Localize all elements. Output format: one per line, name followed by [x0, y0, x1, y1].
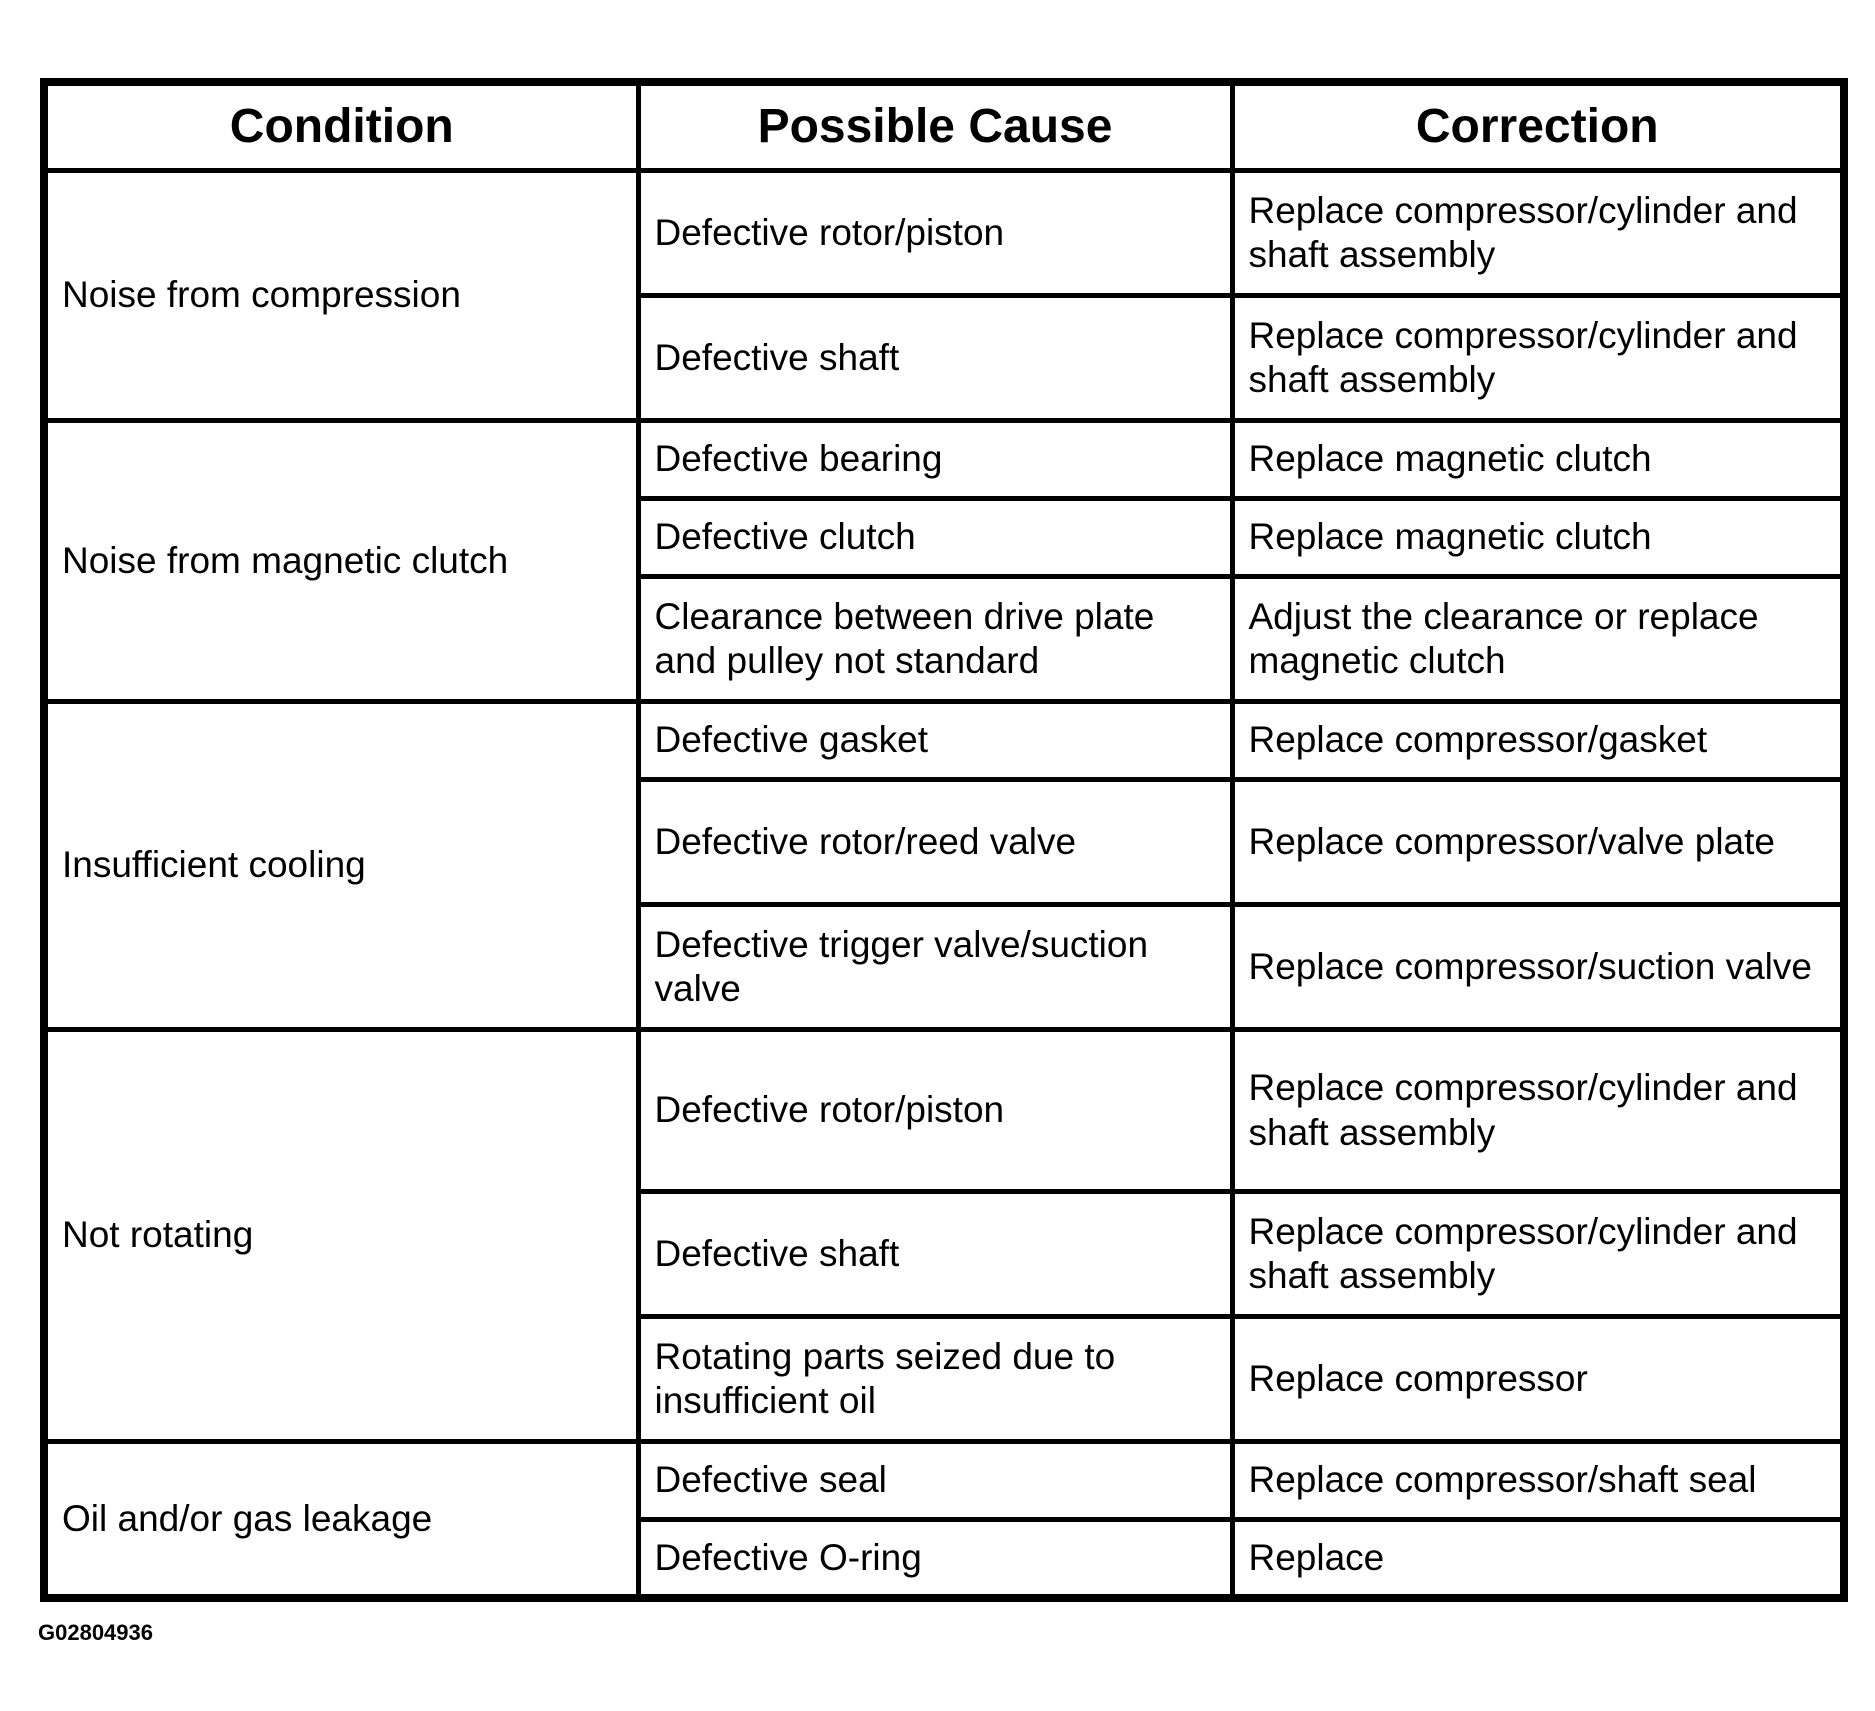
correction-cell: Replace magnetic clutch [1232, 421, 1844, 499]
header-condition: Condition [44, 82, 638, 171]
cause-cell: Defective gasket [638, 702, 1232, 780]
diagnosis-table [40, 78, 1848, 1602]
cause-cell: Defective rotor/piston [638, 1030, 1232, 1192]
correction-cell: Replace compressor/gasket [1232, 702, 1844, 780]
cause-cell: Defective rotor/piston [638, 171, 1232, 296]
cause-cell: Clearance between drive plate and pulley not standard [638, 577, 1232, 702]
table-row [44, 421, 1844, 499]
correction-cell: Adjust the clearance or replace magnetic clutch [1232, 577, 1844, 702]
condition-cell: Oil and/or gas leakage [44, 1442, 638, 1598]
condition-cell: Not rotating [44, 1030, 638, 1442]
correction-cell: Replace [1232, 1520, 1844, 1598]
table-row [44, 702, 1844, 780]
cause-cell: Defective clutch [638, 499, 1232, 577]
cause-cell: Defective shaft [638, 296, 1232, 421]
condition-cell: Insufficient cooling [44, 702, 638, 1030]
figure-id-label: G02804936 [38, 1620, 153, 1645]
cause-cell: Defective O-ring [638, 1520, 1232, 1598]
correction-cell: Replace compressor/valve plate [1232, 780, 1844, 905]
correction-cell: Replace compressor [1232, 1317, 1844, 1442]
correction-cell: Replace compressor/cylinder and shaft assembly [1232, 296, 1844, 421]
cause-cell: Defective rotor/reed valve [638, 780, 1232, 905]
correction-cell: Replace compressor/cylinder and shaft assembly [1232, 1030, 1844, 1192]
header-correction: Correction [1232, 82, 1844, 171]
cause-cell: Defective trigger valve/suction valve [638, 905, 1232, 1030]
condition-cell: Noise from compression [44, 171, 638, 421]
condition-cell: Noise from magnetic clutch [44, 421, 638, 702]
cause-cell: Defective seal [638, 1442, 1232, 1520]
table-row [44, 1442, 1844, 1520]
table-row [44, 1030, 1844, 1192]
cause-cell: Rotating parts seized due to insufficient oil [638, 1317, 1232, 1442]
cause-cell: Defective bearing [638, 421, 1232, 499]
header-possible-cause: Possible Cause [638, 82, 1232, 171]
correction-cell: Replace compressor/suction valve [1232, 905, 1844, 1030]
table-row [44, 171, 1844, 296]
correction-cell: Replace compressor/shaft seal [1232, 1442, 1844, 1520]
table-header-row [44, 82, 1844, 171]
correction-cell: Replace compressor/cylinder and shaft assembly [1232, 1192, 1844, 1317]
cause-cell: Defective shaft [638, 1192, 1232, 1317]
correction-cell: Replace magnetic clutch [1232, 499, 1844, 577]
correction-cell: Replace compressor/cylinder and shaft assembly [1232, 171, 1844, 296]
